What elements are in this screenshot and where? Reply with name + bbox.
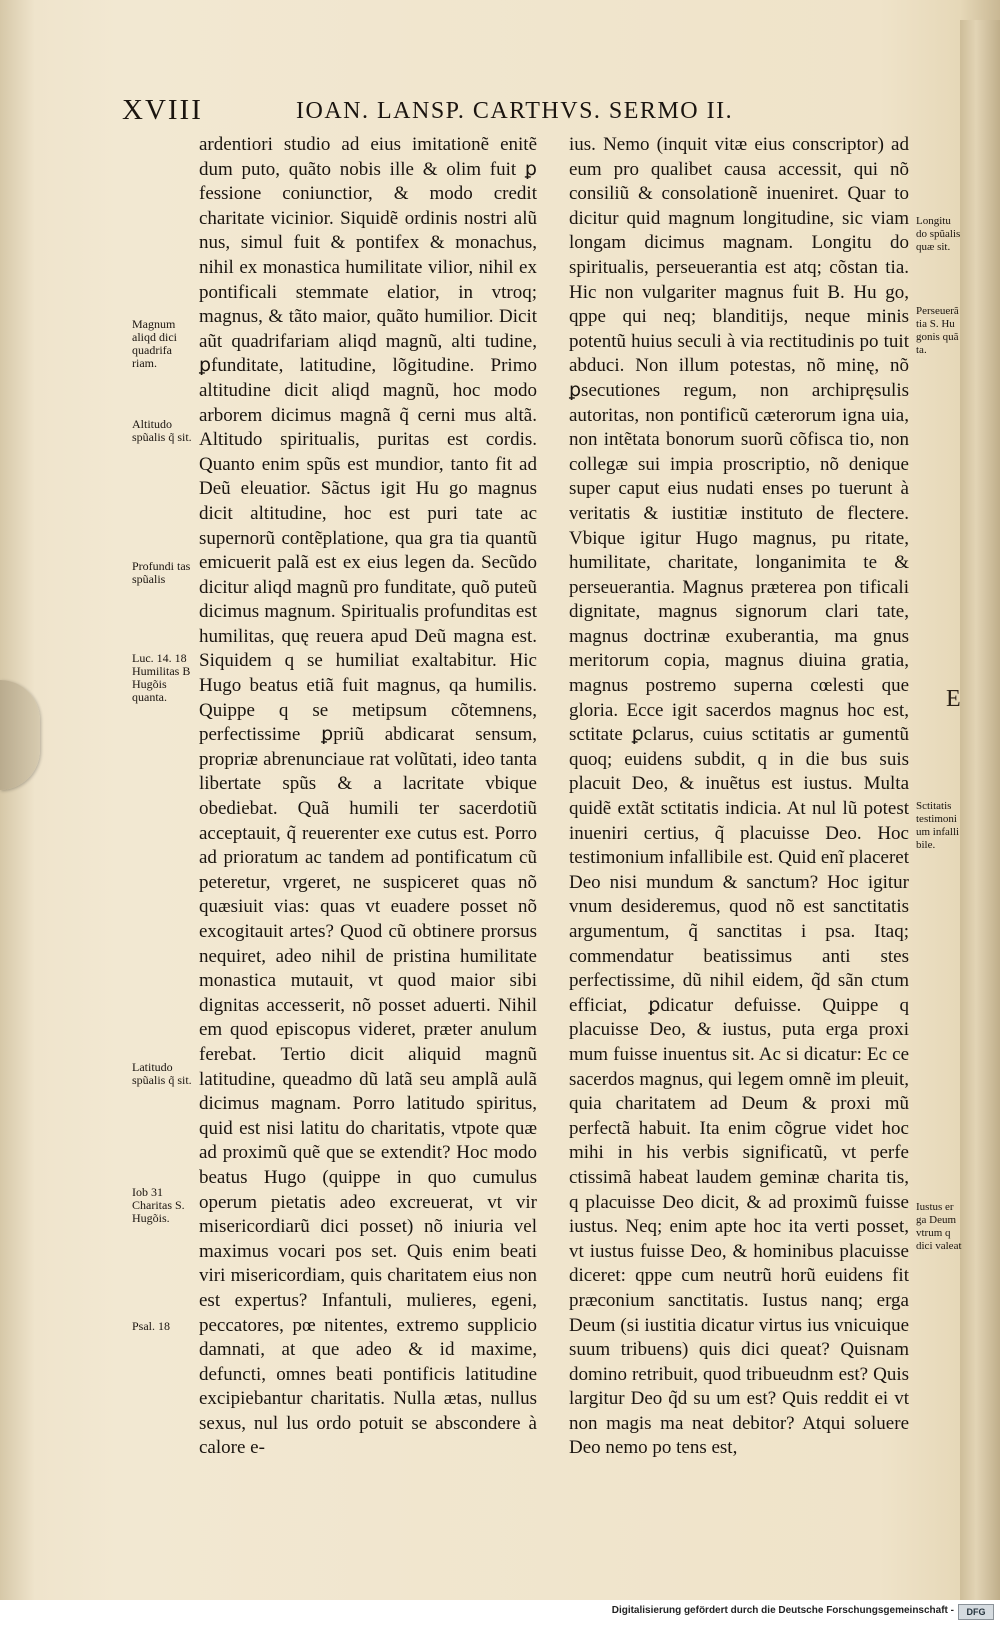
right-text-column: [569, 133, 909, 1461]
margin-note-sanctitatis: Sctitatis testimoni um infalli bile.: [916, 800, 960, 851]
running-title: IOAN. LANSP. CARTHVS. SERMO II.: [296, 98, 734, 124]
margin-note-psalm: Psal. 18: [132, 1319, 171, 1333]
margin-note-profunditas: Profundi tas spũalis: [132, 559, 191, 586]
left-column-text: ardentiori studio ad eius imitationẽ enitẽ dum puto, quãto nobis ille & olim fuit ꝑ fessione coniunctior, & modo credit charitate vicinior. Siquidẽ ordinis nostri alũ nus, simul fuit & pontifex & monachus, nihil ex monastica humilitate vilior, nihil ex pontificali stemmate elatior, in vtroq; magnus, & tãto maior, quãto humilior. Dicit aũt quadrifariam aliqd magnũ, alti tudine, ꝑfunditate, latitudine, lõgitudine. Primo altitudine dicit aliqd magnũ, hoc modo arborem dicimus magnã q̃ cerni mus altã. Altitudo spiritualis, puritas est cordis. Quanto enim spũs est mundior, tanto fit ad Deũ eleuatior. Sãctus igit Hu go magnus dicit altitudine, hoc est puri tate ac supernorũ contẽplatione, qua gra tia quantũ emicuerit palã est ex eius legen da. Secũdo dicitur aliqd magnũ pro funditate, quõ puteũ dicimus magnum. Spiritualis profunditas est humilitas, quę reuera apud Deũ magna est. Siquidem q se humiliat exaltabitur. Hic Hugo beatus etiã fuit magnus, qa humilis. Quippe q se metipsum cõtemnens, perfectissime ꝑpriũ abdicarat sensum, propriæ abrenunciaue rat volũtati, ideo tanta libertate spũs & a lacritate vbique obediebat. Quã humili ter sacerdotiũ acceptauit, q̃ reuerenter exe cutus est. Porro ad prioratum ac tandem ad pontificatum cũ peteretur, vrgeret, ne suspiceret quas nõ quæsiuit vias: quas vt euadere posset nõ excogitauit artes? Quod cũ obtinere prorsus nequiret, adeo nihil de pristina humilitate monastica mutauit, vt quod maior sibi dignitas accesserit, nõ posset aduerti. Nihil em quod episcopus videret, præter anulum ferebat. Tertio dicit aliquid magnũ latitudine, queadmo dũ latã seu amplã aulã dicimus magnam. Porro latitudo spiritus, quid est nisi latitu do charitatis, vtpote quæ ad proximũ quẽ que se extendit? Hoc modo beatus Hugo (quippe in quo cumulus operum pietatis adeo excreuerat, vt vir misericordiarũ dici posset) nõ iniuria vel maximus vocari pos set. Quis enim beati viri misericordiam, quis charitatem eius non est expertus? Infantuli, mulieres, egeni, peccatores, pœ nitentes, extremo supplicio damnati, at que adeo & id maxime, defuncti, omnes beati pontificis latitudine excipiebantur charitatis. Nulla ætas, nullus sexus, nul lus ordo potuit se abscondere à calore e-: [199, 134, 537, 1459]
margin-note-iustus: Iustus er ga Deum vtrum q dici valeat: [916, 1201, 962, 1252]
margin-note-latitudo: Latitudo spũalis q̃ sit.: [132, 1060, 192, 1087]
folio-number: XVIII: [122, 94, 203, 126]
next-page-letter: E: [946, 686, 961, 712]
left-text-column: [199, 133, 537, 1461]
margin-note-humilitas: Luc. 14. 18 Humilitas B Hugõis quanta.: [132, 651, 191, 704]
margin-note-charitas: Iob 31 Charitas S. Hugõis.: [132, 1185, 185, 1225]
margin-note-perseuerantia: Perseuerã tia S. Hu gonis quã ta.: [916, 305, 959, 356]
page-clip: [0, 680, 40, 790]
dfg-logo: DFG: [958, 1604, 994, 1620]
margin-note-altitudo: Altitudo spũalis q̃ sit.: [132, 417, 192, 444]
page-header: [0, 94, 960, 134]
right-column-text: ius. Nemo (inquit vitæ eius conscriptor) ad eum pro qualibet causa accessit, qui nõ consiliũ & consolationẽ inueniret. Quar to dicitur quid magnum longitudine, sic viam longam dicimus magnam. Longitu do spiritualis, perseuerantia est atq; cõstan tia. Hic non vulgariter magnus fuit B. Hu go, qppe qui neq; blanditijs, neque minis potentũ huius seculi à via rectitudinis po tuit abduci. Non illum potestas, nõ minę, nõ ꝑsecutiones regum, non archipręsulis autoritas, non pontificũ cæterorum igna uia, non intẽtata bonorum suorũ cõfisca tio, non collegæ sui impia proscriptio, nõ denique super caput eius nudati enses po tuerunt à veritatis & iustitiæ instituto de flectere. Vbique igitur Hugo magnus, pu ritate, humilitate, charitate, longanimita te & perseuerantia. Magnus præterea pon tificali dignitate, magnus signorum clari tate, magnus doctrinæ exuberantia, ma gnus meritorum copia, magnus diuina gratia, magnus postremo superna cœlesti que gloria. Ecce igit sacerdos magnus hoc est, sctitate ꝑclarus, cuius sctitatis ar gumentũ quoq; euidens subdit, q in die bus suis placuit Deo, & inuẽtus est iustus. Multa quidẽ extãt sctitatis indicia. At nul lũ potest inueniri certius, q̃ placuisse Deo. Hoc testimonium infallibile est. Quid enĩ placeret Deo nisi mundum & sanctum? Hoc igitur vnum desideremus, quod nõ est sanctitatis argumentum, q̃ sanctitas i psa. Itaq; commendatur beatissimus anti stes perfectissime, dũ nihil eidem, q̃d sãn ctum efficiat, ꝑdicatur defuisse. Quippe q placuisse Deo, & iustus, puta erga proxi mum fuisse inuentus sit. Ac si dicatur: Ec ce sacerdos magnus, qui legem omnẽ im pleuit, quia charitatem ad Deum & proxi mũ perfectã habuit. Ita enim cõgrue videt hoc mihi in his verbis significatũ, vt perfe ctissimã habeat laudem geminæ charita tis, q placuisse Deo dicit, & ad proximũ fuisse iustus. Neq; enim apte hoc ita verti posset, vt iustus fuisse Deo, & hominibus placuisse diceret: qppe cum neutrũ horũ euidens fit præconium sanctitatis. Iustus nanq; erga Deum (si iustitia dicatur virtus ius vnicuique suum tribuens) quis dici queat? Quisnam domino retribuit, quod tribueudnm est? Quis largitur Deo q̃d su um est? Quis reddit ei vt non magis ma neat debitor? Atqui soluere Deo nemo po tens est,: [569, 134, 909, 1459]
next-page-edge: [960, 20, 1000, 1600]
margin-note-longitudo: Longitu do spũalis quæ sit.: [916, 215, 961, 253]
margin-note-magnum: Magnum aliqd dici quadrifa riam.: [132, 317, 177, 370]
digitization-credit: Digitalisierung gefördert durch die Deutsche Forschungsgemeinschaft -: [611, 1605, 954, 1616]
